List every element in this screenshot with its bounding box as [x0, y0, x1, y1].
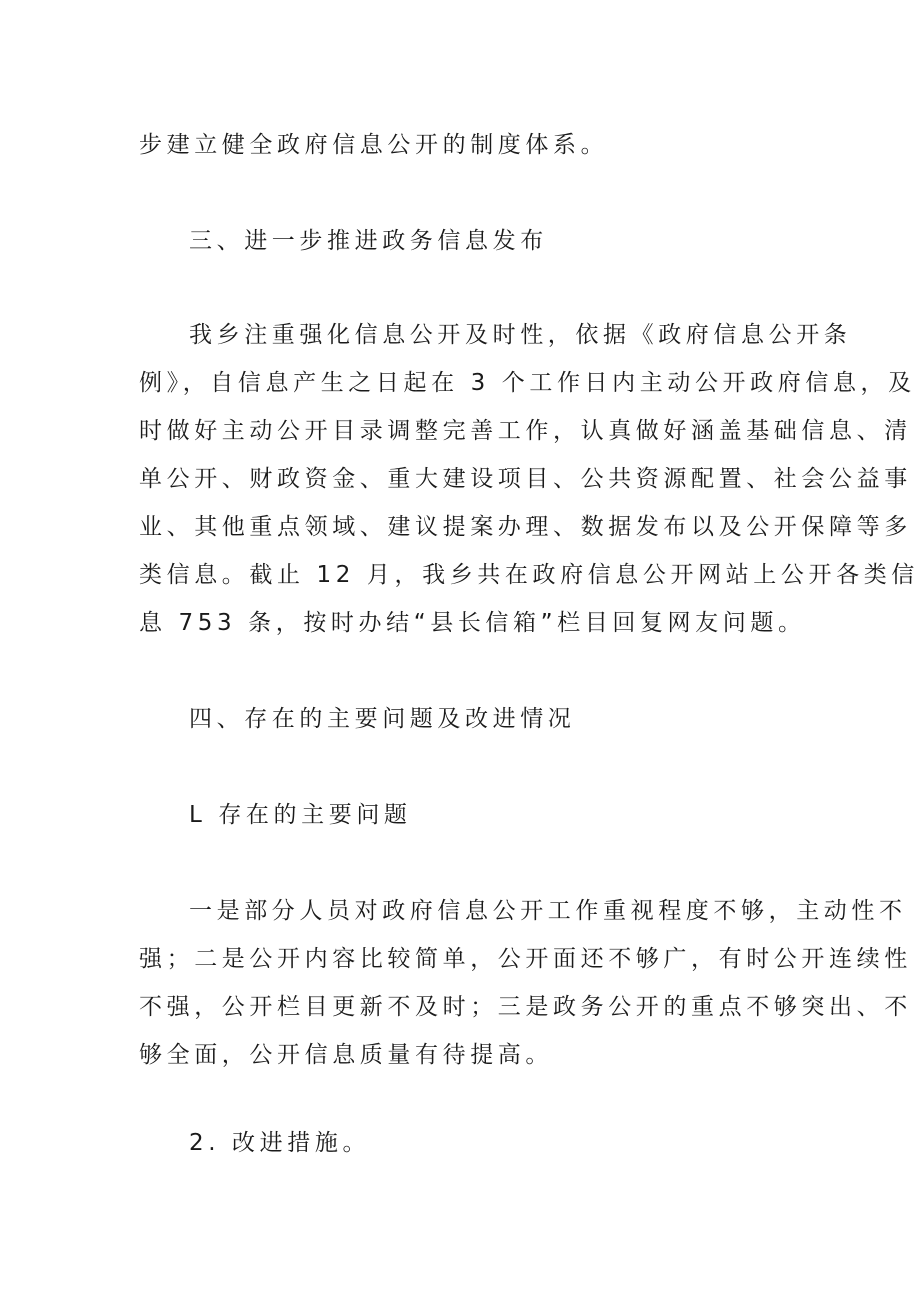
section-3-paragraph-line: 类信息。截止 12 月，我乡共在政府信息公开网站上公开各类信 — [139, 562, 919, 588]
section-3-paragraph-line: 单公开、财政资金、重大建设项目、公共资源配置、社会公益事 — [139, 466, 912, 492]
section-3-paragraph-line: 我乡注重强化信息公开及时性，依据《政府信息公开条 — [189, 322, 852, 348]
section-3-paragraph-line: 时做好主动公开目录调整完善工作，认真做好涵盖基础信息、清 — [139, 418, 912, 444]
section-4-heading: 四、存在的主要问题及改进情况 — [189, 706, 576, 732]
section-3-heading: 三、进一步推进政务信息发布 — [189, 228, 548, 254]
section-3-paragraph-line: 业、其他重点领域、建议提案办理、数据发布以及公开保障等多 — [139, 514, 912, 540]
section-3-paragraph-line: 例》，自信息产生之日起在 3 个工作日内主动公开政府信息，及 — [139, 370, 916, 396]
section-3-paragraph-line: 息 753 条，按时办结“县长信箱”栏目回复网友问题。 — [139, 610, 806, 636]
intro-continuation: 步建立健全政府信息公开的制度体系。 — [139, 132, 609, 158]
problems-paragraph-line: 强；二是公开内容比较简单，公开面还不够广，有时公开连续性 — [139, 946, 912, 972]
subsection-2-heading: 2. 改进措施。 — [189, 1130, 371, 1156]
problems-paragraph-line: 够全面，公开信息质量有待提高。 — [139, 1042, 553, 1068]
subsection-1-heading: L 存在的主要问题 — [189, 802, 412, 828]
problems-paragraph-line: 不强，公开栏目更新不及时；三是政务公开的重点不够突出、不 — [139, 994, 912, 1020]
problems-paragraph-line: 一是部分人员对政府信息公开工作重视程度不够，主动性不 — [189, 898, 907, 924]
